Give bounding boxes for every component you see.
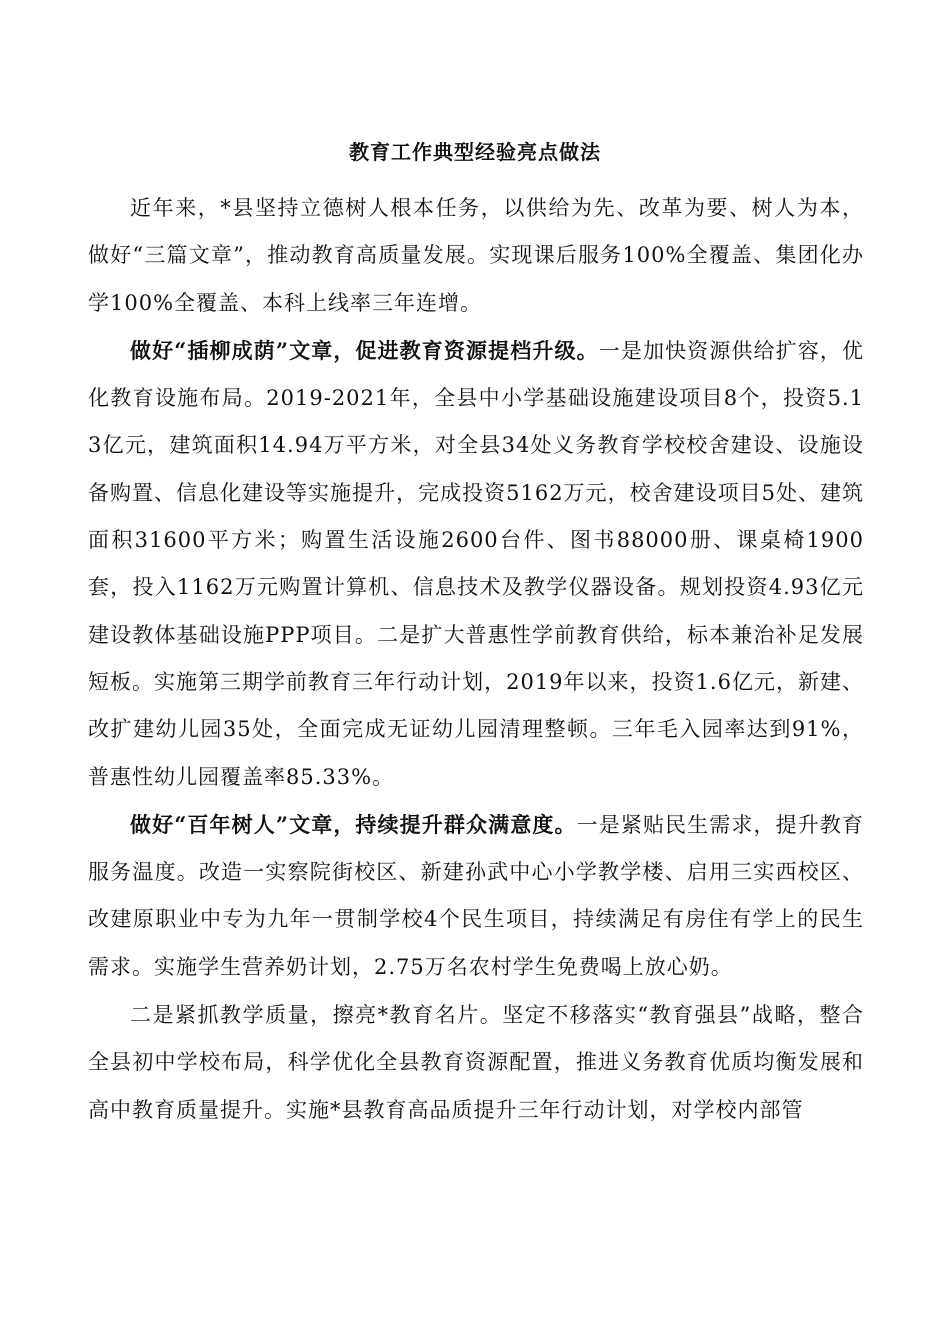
paragraph-text: 近年来，*县坚持立德树人根本任务，以供给为先、改革为要、树人为本，做好“三篇文章”，推动教育高质量发展。实现课后服务100%全覆盖、集团化办学100%全覆盖、本科上线率三年连增。 [88, 196, 864, 315]
paragraph-resources [88, 327, 864, 801]
document-title: 教育工作典型经验亮点做法 [349, 140, 601, 164]
paragraph-lead: 做好“百年树人”文章，持续提升群众满意度。 [130, 811, 577, 837]
paragraph-satisfaction [88, 801, 864, 991]
paragraph-text: 一是加快资源供给扩容，优化教育设施布局。2019-2021年，全县中小学基础设施建设项目8个，投资5.13亿元，建筑面积14.94万平方米，对全县34处义务教育学校校舍建设、设施设备购置、信息化建设等实施提升，完成投资5162万元，校舍建设项目5处、建筑面积31600平方米；购置生活设施2600台件、图书88000册、课桌椅1900套，投入1162万元购置计算机、信息技术及教学仪器设备。规划投资4.93亿元建设教体基础设施PPP项目。二是扩大普惠性学前教育供给，标本兼治补足发展短板。实施第三期学前教育三年行动计划，2019年以来，投资1.6亿元，新建、改扩建幼儿园35处，全面完成无证幼儿园清理整顿。三年毛入园率达到91%，普惠性幼儿园覆盖率85.33%。 [88, 338, 864, 789]
paragraph-lead: 做好“插柳成荫”文章，促进教育资源提档升级。 [130, 337, 599, 363]
paragraph-intro [88, 184, 864, 327]
document-body [88, 184, 864, 1134]
paragraph-text: 一是紧贴民生需求，提升教育服务温度。改造一实察院街校区、新建孙武中心小学教学楼、启用三实西校区、改建原职业中专为九年一贯制学校4个民生项目，持续满足有房住有学上的民生需求。实施学生营养奶计划，2.75万名农村学生免费喝上放心奶。 [88, 812, 864, 979]
paragraph-text: 二是紧抓教学质量，擦亮*教育名片。坚定不移落实“教育强县”战略，整合全县初中学校布局，科学优化全县教育资源配置，推进义务教育优质均衡发展和高中教育质量提升。实施*县教育高品质提升三年行动计划，对学校内部管 [88, 1003, 864, 1122]
paragraph-quality [88, 991, 864, 1134]
